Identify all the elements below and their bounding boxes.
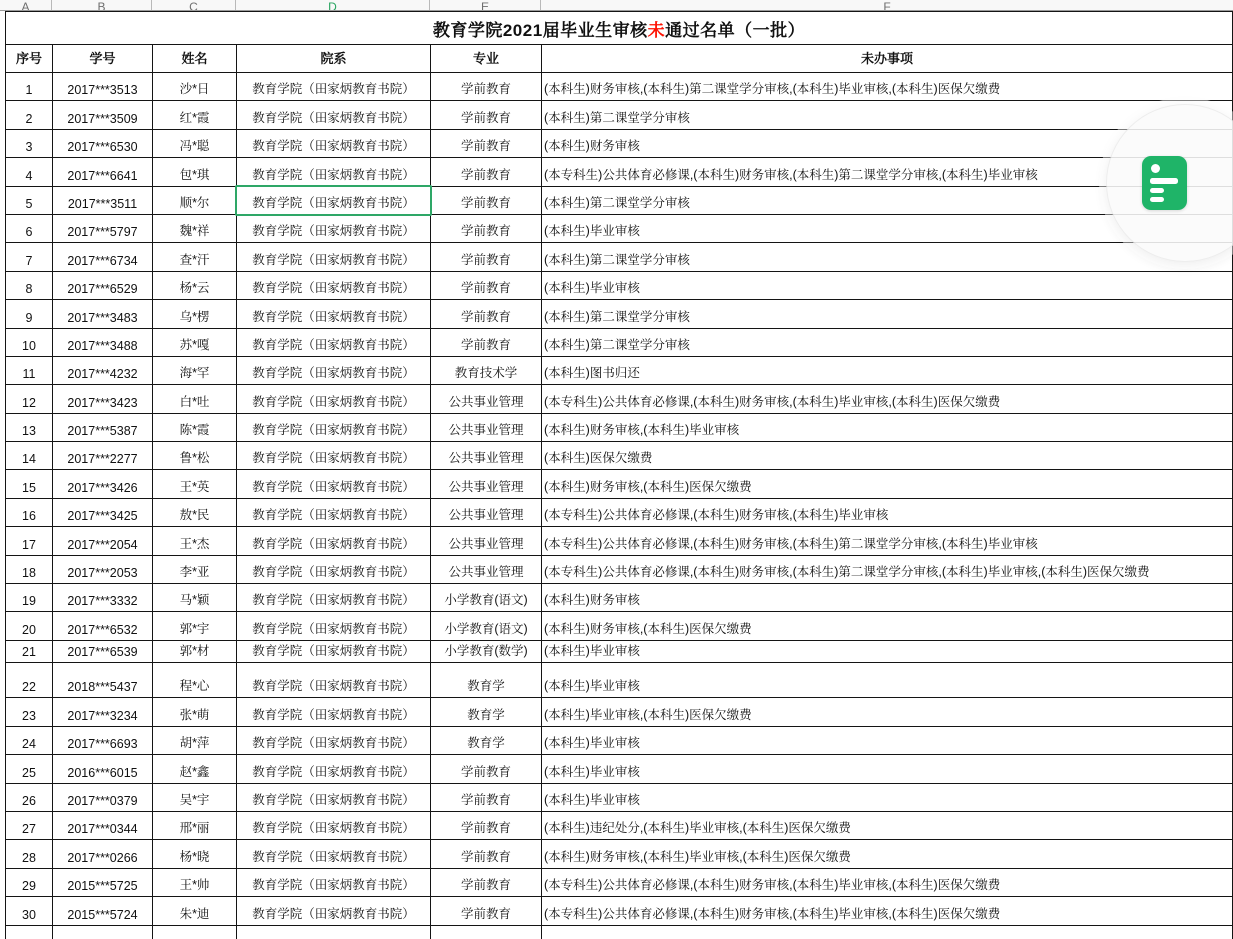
- cell-name[interactable]: 马*颖: [153, 584, 237, 612]
- table-row: [6, 470, 1233, 498]
- cell-name[interactable]: 敖*民: [153, 498, 237, 526]
- cell-index[interactable]: 14: [6, 442, 53, 470]
- column-letter-C[interactable]: C: [152, 0, 236, 11]
- cell-major[interactable]: 教育学: [431, 698, 542, 726]
- cell-pending-items[interactable]: (本专科生)公共体育必修课,(本科生)财务审核,(本科生)毕业审核,(本科生)医保欠缴费: [542, 385, 1233, 413]
- table-row: [6, 158, 1233, 186]
- cell-department[interactable]: 教育学院（田家炳教育书院）: [237, 328, 431, 356]
- cell-pending-items[interactable]: (本科生)第二课堂学分审核: [542, 243, 1233, 271]
- cell-department[interactable]: 教育学院（田家炳教育书院）: [237, 158, 431, 186]
- cell-index[interactable]: 11: [6, 356, 53, 384]
- cell-name[interactable]: 冯*聪: [153, 129, 237, 157]
- cell-major[interactable]: 教育学: [431, 663, 542, 698]
- table-row: [6, 214, 1233, 242]
- cell-student-id[interactable]: 2017***4232: [53, 356, 153, 384]
- title-text-red: 未: [647, 20, 666, 40]
- header-student-id[interactable]: 学号: [53, 45, 153, 73]
- cell-student-id[interactable]: 2017***3509: [53, 101, 153, 129]
- cell-department[interactable]: 教育学院（田家炳教育书院）: [237, 897, 431, 925]
- cell-major[interactable]: 学前教育: [431, 214, 542, 242]
- cell-name[interactable]: 苏*嘎: [153, 328, 237, 356]
- cell-index[interactable]: 6: [6, 214, 53, 242]
- table-row: [6, 186, 1233, 214]
- graduates-review-table: [5, 11, 1233, 939]
- cell-major[interactable]: 学前教育: [431, 186, 542, 214]
- cell-pending-items[interactable]: (本科生)毕业审核: [542, 726, 1233, 754]
- title-text-before: 教育学院2021届毕业生审核: [432, 20, 648, 40]
- cell-major[interactable]: 小学教育(数学): [431, 641, 542, 663]
- cell-pending-items[interactable]: (本科生)财务审核,(本科生)毕业审核,(本科生)医保欠缴费: [542, 840, 1233, 868]
- cell-major[interactable]: 公共事业管理: [431, 498, 542, 526]
- cell-department[interactable]: 教育学院（田家炳教育书院）: [237, 356, 431, 384]
- cell-department[interactable]: 教育学院（田家炳教育书院）: [237, 129, 431, 157]
- cell-major[interactable]: 教育技术学: [431, 356, 542, 384]
- empty-cell[interactable]: [237, 925, 431, 939]
- cell-index[interactable]: 13: [6, 413, 53, 441]
- cell-name[interactable]: 鲁*松: [153, 442, 237, 470]
- cell-major[interactable]: 小学教育(语文): [431, 612, 542, 641]
- cell-pending-items[interactable]: (本科生)毕业审核,(本科生)医保欠缴费: [542, 698, 1233, 726]
- cell-department[interactable]: 教育学院（田家炳教育书院）: [237, 641, 431, 663]
- cell-name[interactable]: 魏*祥: [153, 214, 237, 242]
- docs-app-icon: [1142, 156, 1187, 210]
- table-row: [6, 498, 1233, 526]
- cell-index[interactable]: 23: [6, 698, 53, 726]
- header-row: [6, 45, 1233, 73]
- cell-index[interactable]: 8: [6, 271, 53, 299]
- header-major[interactable]: 专业: [431, 45, 542, 73]
- title-text-after: 通过名单（一批）: [665, 20, 806, 40]
- table-row: [6, 527, 1233, 555]
- cell-index[interactable]: 30: [6, 897, 53, 925]
- cell-major[interactable]: 学前教育: [431, 129, 542, 157]
- cell-student-id[interactable]: 2017***0379: [53, 783, 153, 811]
- cell-student-id[interactable]: 2017***6532: [53, 612, 153, 641]
- cell-pending-items[interactable]: (本科生)毕业审核: [542, 214, 1233, 242]
- cell-major[interactable]: 学前教育: [431, 73, 542, 101]
- cell-major[interactable]: 学前教育: [431, 328, 542, 356]
- empty-cell[interactable]: [542, 925, 1233, 939]
- cell-department[interactable]: 教育学院（田家炳教育书院）: [237, 868, 431, 896]
- cell-name[interactable]: 王*帅: [153, 868, 237, 896]
- table-row: [6, 783, 1233, 811]
- table-row: [6, 271, 1233, 299]
- cell-name[interactable]: 顺*尔: [153, 186, 237, 214]
- cell-major[interactable]: 公共事业管理: [431, 527, 542, 555]
- cell-name[interactable]: 朱*迪: [153, 897, 237, 925]
- empty-cell[interactable]: [153, 925, 237, 939]
- cell-department[interactable]: 教育学院（田家炳教育书院）: [237, 755, 431, 783]
- table-row: [6, 612, 1233, 641]
- cell-pending-items[interactable]: (本科生)毕业审核: [542, 641, 1233, 663]
- cell-student-id[interactable]: 2017***5797: [53, 214, 153, 242]
- cell-major[interactable]: 学前教育: [431, 811, 542, 839]
- cell-name[interactable]: 海*罕: [153, 356, 237, 384]
- cell-pending-items[interactable]: (本科生)财务审核,(本科生)第二课堂学分审核,(本科生)毕业审核,(本科生)医保欠缴费: [542, 73, 1233, 101]
- table-row: [6, 442, 1233, 470]
- cell-department[interactable]: 教育学院（田家炳教育书院）: [237, 584, 431, 612]
- cell-index[interactable]: 24: [6, 726, 53, 754]
- cell-index[interactable]: 17: [6, 527, 53, 555]
- cell-name[interactable]: 王*英: [153, 470, 237, 498]
- cell-department[interactable]: 教育学院（田家炳教育书院）: [237, 413, 431, 441]
- cell-major[interactable]: 公共事业管理: [431, 555, 542, 583]
- table-row: [6, 897, 1233, 925]
- docs-icon-bar-short-2: [1150, 197, 1164, 202]
- cell-index[interactable]: 12: [6, 385, 53, 413]
- cell-index[interactable]: 5: [6, 186, 53, 214]
- cell-department[interactable]: 教育学院（田家炳教育书院）: [237, 243, 431, 271]
- cell-pending-items[interactable]: (本专科生)公共体育必修课,(本科生)财务审核,(本科生)第二课堂学分审核,(本科生)毕业审核: [542, 158, 1233, 186]
- cell-index[interactable]: 16: [6, 498, 53, 526]
- cell-major[interactable]: 公共事业管理: [431, 442, 542, 470]
- active-cell-border: [235, 185, 432, 216]
- cell-department[interactable]: 教育学院（田家炳教育书院）: [237, 555, 431, 583]
- cell-index[interactable]: 26: [6, 783, 53, 811]
- cell-department[interactable]: 教育学院（田家炳教育书院）: [237, 186, 431, 214]
- cell-pending-items[interactable]: (本科生)毕业审核: [542, 271, 1233, 299]
- cell-pending-items[interactable]: (本专科生)公共体育必修课,(本科生)财务审核,(本科生)第二课堂学分审核,(本科生)毕业审核: [542, 527, 1233, 555]
- cell-major[interactable]: 学前教育: [431, 158, 542, 186]
- cell-student-id[interactable]: 2017***6530: [53, 129, 153, 157]
- cell-department[interactable]: 教育学院（田家炳教育书院）: [237, 214, 431, 242]
- cell-major[interactable]: 学前教育: [431, 868, 542, 896]
- cell-student-id[interactable]: 2016***6015: [53, 755, 153, 783]
- cell-index[interactable]: 15: [6, 470, 53, 498]
- cell-index[interactable]: 20: [6, 612, 53, 641]
- cell-department[interactable]: 教育学院（田家炳教育书院）: [237, 271, 431, 299]
- cell-pending-items[interactable]: (本专科生)公共体育必修课,(本科生)财务审核,(本科生)第二课堂学分审核,(本科生)毕业审核,(本科生)医保欠缴费: [542, 555, 1233, 583]
- cell-department[interactable]: 教育学院（田家炳教育书院）: [237, 385, 431, 413]
- cell-major[interactable]: 学前教育: [431, 840, 542, 868]
- cell-student-id[interactable]: 2017***2053: [53, 555, 153, 583]
- cell-major[interactable]: 教育学: [431, 726, 542, 754]
- table-row: [6, 698, 1233, 726]
- cell-name[interactable]: 杨*云: [153, 271, 237, 299]
- cell-student-id[interactable]: 2017***3425: [53, 498, 153, 526]
- empty-cell[interactable]: [53, 925, 153, 939]
- cell-pending-items[interactable]: (本科生)财务审核: [542, 129, 1233, 157]
- table-row: [6, 101, 1233, 129]
- cell-index[interactable]: 3: [6, 129, 53, 157]
- cell-department[interactable]: 教育学院（田家炳教育书院）: [237, 101, 431, 129]
- column-letter-strip: [0, 0, 1233, 11]
- cell-department[interactable]: 教育学院（田家炳教育书院）: [237, 612, 431, 641]
- cell-name[interactable]: 白*吐: [153, 385, 237, 413]
- cell-student-id[interactable]: 2015***5725: [53, 868, 153, 896]
- cell-name[interactable]: 李*亚: [153, 555, 237, 583]
- cell-student-id[interactable]: 2017***3511: [53, 186, 153, 214]
- cell-student-id[interactable]: 2017***2277: [53, 442, 153, 470]
- cell-department[interactable]: 教育学院（田家炳教育书院）: [237, 783, 431, 811]
- cell-pending-items[interactable]: (本科生)医保欠缴费: [542, 442, 1233, 470]
- cell-name[interactable]: 乌*楞: [153, 300, 237, 328]
- cell-student-id[interactable]: 2017***3426: [53, 470, 153, 498]
- cell-department[interactable]: 教育学院（田家炳教育书院）: [237, 442, 431, 470]
- table-row: [6, 726, 1233, 754]
- table-row: [6, 73, 1233, 101]
- cell-name[interactable]: 程*心: [153, 663, 237, 698]
- docs-icon-dot: [1151, 164, 1160, 173]
- cell-name[interactable]: 吴*宇: [153, 783, 237, 811]
- cell-name[interactable]: 王*杰: [153, 527, 237, 555]
- cell-student-id[interactable]: 2017***0344: [53, 811, 153, 839]
- cell-name[interactable]: 张*萌: [153, 698, 237, 726]
- table-row: [6, 413, 1233, 441]
- cell-index[interactable]: 29: [6, 868, 53, 896]
- cell-student-id[interactable]: 2017***3483: [53, 300, 153, 328]
- column-letter-D[interactable]: D: [236, 0, 430, 11]
- table-row: [6, 555, 1233, 583]
- cell-index[interactable]: 21: [6, 641, 53, 663]
- cell-major[interactable]: 学前教育: [431, 783, 542, 811]
- header-department[interactable]: 院系: [237, 45, 431, 73]
- cell-pending-items[interactable]: (本科生)毕业审核: [542, 663, 1233, 698]
- table-row: [6, 300, 1233, 328]
- docs-icon-bar-long: [1150, 178, 1178, 184]
- cell-pending-items[interactable]: (本专科生)公共体育必修课,(本科生)财务审核,(本科生)毕业审核,(本科生)医保欠缴费: [542, 868, 1233, 896]
- cell-pending-items[interactable]: (本科生)第二课堂学分审核: [542, 186, 1233, 214]
- cell-major[interactable]: 公共事业管理: [431, 385, 542, 413]
- cell-student-id[interactable]: 2017***6529: [53, 271, 153, 299]
- cell-major[interactable]: 学前教育: [431, 243, 542, 271]
- cell-department[interactable]: 教育学院（田家炳教育书院）: [237, 73, 431, 101]
- cell-pending-items[interactable]: (本科生)财务审核,(本科生)医保欠缴费: [542, 470, 1233, 498]
- cell-pending-items[interactable]: (本科生)财务审核,(本科生)医保欠缴费: [542, 612, 1233, 641]
- cell-index[interactable]: 4: [6, 158, 53, 186]
- partial-row: [6, 925, 1233, 939]
- cell-pending-items[interactable]: (本专科生)公共体育必修课,(本科生)财务审核,(本科生)毕业审核: [542, 498, 1233, 526]
- cell-major[interactable]: 学前教育: [431, 271, 542, 299]
- cell-index[interactable]: 10: [6, 328, 53, 356]
- cell-department[interactable]: 教育学院（田家炳教育书院）: [237, 498, 431, 526]
- cell-pending-items[interactable]: (本科生)违纪处分,(本科生)毕业审核,(本科生)医保欠缴费: [542, 811, 1233, 839]
- cell-pending-items[interactable]: (本科生)第二课堂学分审核: [542, 300, 1233, 328]
- cell-student-id[interactable]: 2017***6693: [53, 726, 153, 754]
- title-row: [6, 12, 1233, 45]
- table-row: [6, 328, 1233, 356]
- table-row: [6, 584, 1233, 612]
- cell-name[interactable]: 赵*鑫: [153, 755, 237, 783]
- table-row: [6, 811, 1233, 839]
- cell-name[interactable]: 胡*萍: [153, 726, 237, 754]
- cell-index[interactable]: 9: [6, 300, 53, 328]
- cell-index[interactable]: 18: [6, 555, 53, 583]
- column-letter-F[interactable]: F: [883, 0, 891, 11]
- cell-index[interactable]: 25: [6, 755, 53, 783]
- cell-department[interactable]: 教育学院（田家炳教育书院）: [237, 726, 431, 754]
- cell-name[interactable]: 邢*丽: [153, 811, 237, 839]
- cell-student-id[interactable]: 2017***3423: [53, 385, 153, 413]
- cell-student-id[interactable]: 2018***5437: [53, 663, 153, 698]
- table-row: [6, 356, 1233, 384]
- cell-student-id[interactable]: 2017***3234: [53, 698, 153, 726]
- table-row: [6, 755, 1233, 783]
- cell-name[interactable]: 杨*晓: [153, 840, 237, 868]
- table-row: [6, 663, 1233, 698]
- cell-student-id[interactable]: 2017***5387: [53, 413, 153, 441]
- cell-student-id[interactable]: 2017***6539: [53, 641, 153, 663]
- cell-pending-items[interactable]: (本科生)毕业审核: [542, 755, 1233, 783]
- cell-index[interactable]: 22: [6, 663, 53, 698]
- cell-student-id[interactable]: 2017***6641: [53, 158, 153, 186]
- docs-icon-bar-short-1: [1150, 188, 1164, 193]
- cell-major[interactable]: 公共事业管理: [431, 413, 542, 441]
- table-row: [6, 641, 1233, 663]
- cell-name[interactable]: 陈*霞: [153, 413, 237, 441]
- cell-name[interactable]: 红*霞: [153, 101, 237, 129]
- cell-index[interactable]: 2: [6, 101, 53, 129]
- cell-department[interactable]: 教育学院（田家炳教育书院）: [237, 840, 431, 868]
- cell-pending-items[interactable]: (本科生)第二课堂学分审核: [542, 328, 1233, 356]
- cell-pending-items[interactable]: (本专科生)公共体育必修课,(本科生)财务审核,(本科生)毕业审核,(本科生)医保欠缴费: [542, 897, 1233, 925]
- cell-student-id[interactable]: 2015***5724: [53, 897, 153, 925]
- cell-name[interactable]: 包*琪: [153, 158, 237, 186]
- cell-major[interactable]: 小学教育(语文): [431, 584, 542, 612]
- cell-pending-items[interactable]: (本科生)财务审核,(本科生)毕业审核: [542, 413, 1233, 441]
- cell-major[interactable]: 学前教育: [431, 300, 542, 328]
- empty-cell[interactable]: [431, 925, 542, 939]
- cell-major[interactable]: 学前教育: [431, 755, 542, 783]
- cell-department[interactable]: 教育学院（田家炳教育书院）: [237, 300, 431, 328]
- column-letter-A[interactable]: A: [0, 0, 52, 11]
- cell-student-id[interactable]: 2017***6734: [53, 243, 153, 271]
- cell-index[interactable]: 7: [6, 243, 53, 271]
- empty-cell[interactable]: [6, 925, 53, 939]
- cell-department[interactable]: 教育学院（田家炳教育书院）: [237, 527, 431, 555]
- cell-department[interactable]: 教育学院（田家炳教育书院）: [237, 811, 431, 839]
- column-letter-E[interactable]: E: [430, 0, 541, 11]
- cell-name[interactable]: 郭*材: [153, 641, 237, 663]
- cell-student-id[interactable]: 2017***3513: [53, 73, 153, 101]
- cell-department[interactable]: 教育学院（田家炳教育书院）: [237, 698, 431, 726]
- cell-student-id[interactable]: 2017***0266: [53, 840, 153, 868]
- cell-department[interactable]: 教育学院（田家炳教育书院）: [237, 663, 431, 698]
- header-index[interactable]: 序号: [6, 45, 53, 73]
- cell-major[interactable]: 学前教育: [431, 101, 542, 129]
- cell-name[interactable]: 郭*宇: [153, 612, 237, 641]
- cell-student-id[interactable]: 2017***3332: [53, 584, 153, 612]
- cell-major[interactable]: 公共事业管理: [431, 470, 542, 498]
- cell-student-id[interactable]: 2017***3488: [53, 328, 153, 356]
- table-row: [6, 868, 1233, 896]
- cell-name[interactable]: 查*汗: [153, 243, 237, 271]
- table-row: [6, 243, 1233, 271]
- cell-major[interactable]: 学前教育: [431, 897, 542, 925]
- sheet-title-cell[interactable]: [6, 12, 1233, 45]
- cell-student-id[interactable]: 2017***2054: [53, 527, 153, 555]
- cell-index[interactable]: 27: [6, 811, 53, 839]
- cell-index[interactable]: 19: [6, 584, 53, 612]
- cell-index[interactable]: 1: [6, 73, 53, 101]
- table-row: [6, 385, 1233, 413]
- table-row: [6, 840, 1233, 868]
- cell-name[interactable]: 沙*日: [153, 73, 237, 101]
- cell-pending-items[interactable]: (本科生)图书归还: [542, 356, 1233, 384]
- table-row: [6, 129, 1233, 157]
- column-letter-B[interactable]: B: [52, 0, 152, 11]
- cell-pending-items[interactable]: (本科生)财务审核: [542, 584, 1233, 612]
- cell-pending-items[interactable]: (本科生)毕业审核: [542, 783, 1233, 811]
- cell-department[interactable]: 教育学院（田家炳教育书院）: [237, 470, 431, 498]
- cell-index[interactable]: 28: [6, 840, 53, 868]
- header-pending-items[interactable]: 未办事项: [542, 45, 1233, 73]
- header-name[interactable]: 姓名: [153, 45, 237, 73]
- cell-pending-items[interactable]: (本科生)第二课堂学分审核: [542, 101, 1233, 129]
